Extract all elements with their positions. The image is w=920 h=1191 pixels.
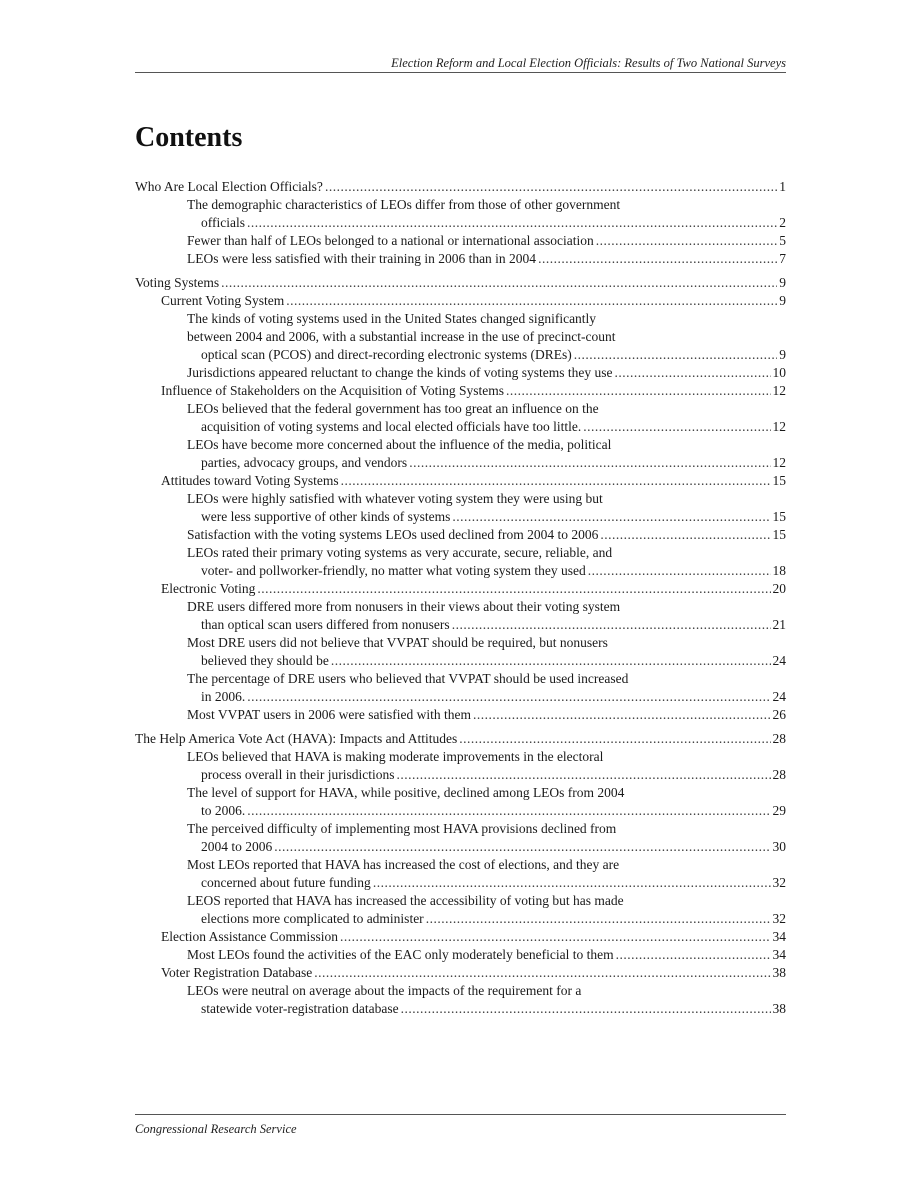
dot-leader: [538, 250, 777, 268]
toc-entry[interactable]: [135, 946, 786, 964]
toc-page-number: 15: [772, 509, 786, 524]
toc-page-number: 26: [772, 707, 786, 722]
dot-leader: [340, 928, 771, 946]
toc-page-number: 12: [772, 455, 786, 470]
page-title: Contents: [135, 122, 243, 153]
toc-entry[interactable]: [135, 526, 786, 544]
toc-entry-text: to 2006.: [201, 803, 246, 818]
dot-leader: [615, 364, 771, 382]
dot-leader: [373, 874, 771, 892]
toc-entry[interactable]: [135, 310, 786, 364]
toc-page-number: 18: [772, 563, 786, 578]
toc-page-number: 21: [772, 617, 786, 632]
toc-entry-text: Most DRE users did not believe that VVPAT should be required, but nonusers: [187, 635, 608, 650]
toc-page-number: 2: [779, 215, 786, 230]
toc-entry-text: Electronic Voting: [161, 581, 256, 596]
toc-entry-text: 2004 to 2006: [201, 839, 273, 854]
toc-entry-text: The Help America Vote Act (HAVA): Impacts and Attitudes: [135, 731, 458, 746]
dot-leader: [473, 706, 771, 724]
toc-entry-text: believed they should be: [201, 653, 329, 668]
toc-page-number: 32: [772, 911, 786, 926]
toc-entry-text: LEOs have become more concerned about the influence of the media, political: [187, 437, 612, 452]
dot-leader: [459, 730, 770, 748]
toc-entry-text: statewide voter-registration database: [201, 1001, 399, 1016]
dot-leader: [286, 292, 777, 310]
dot-leader: [396, 766, 770, 784]
toc-entry[interactable]: [135, 820, 786, 856]
toc-entry-text: in 2006.: [201, 689, 246, 704]
toc-entry[interactable]: [135, 364, 786, 382]
toc-entry-text: concerned about future funding: [201, 875, 371, 890]
toc-page-number: 12: [772, 419, 786, 434]
toc-entry-text: optical scan (PCOS) and direct-recording electronic systems (DREs): [201, 347, 572, 362]
toc-page-number: 29: [772, 803, 786, 818]
toc-page-number: 20: [772, 581, 786, 596]
header-rule: [135, 72, 786, 73]
toc-entry[interactable]: [135, 436, 786, 472]
toc-entry-text: LEOs rated their primary voting systems as very accurate, secure, reliable, and: [187, 545, 613, 560]
toc-page-number: 38: [772, 1001, 786, 1016]
toc-entry-text: LEOS reported that HAVA has increased the accessibility of voting but has made: [187, 893, 624, 908]
footer-rule: [135, 1114, 786, 1115]
dot-leader: [600, 526, 770, 544]
toc-entry[interactable]: [135, 292, 786, 310]
toc-page-number: 9: [779, 293, 786, 308]
toc-entry-text: DRE users differed more from nonusers in their views about their voting system: [187, 599, 621, 614]
toc-entry[interactable]: [135, 232, 786, 250]
toc-page-number: 32: [772, 875, 786, 890]
toc-entry-text: Current Voting System: [161, 293, 285, 308]
toc-entry[interactable]: [135, 784, 786, 820]
toc-page-number: 5: [779, 233, 786, 248]
toc-entry-text: Influence of Stakeholders on the Acquisition of Voting Systems: [161, 383, 504, 398]
dot-leader: [247, 802, 770, 820]
toc-entry-text: were less supportive of other kinds of systems: [201, 509, 451, 524]
toc-entry[interactable]: [135, 706, 786, 724]
toc-page-number: 30: [772, 839, 786, 854]
toc-entry[interactable]: [135, 382, 786, 400]
toc-entry-text: Election Assistance Commission: [161, 929, 338, 944]
toc-entry[interactable]: [135, 892, 786, 928]
toc-page-number: 28: [772, 767, 786, 782]
toc-page-number: 24: [772, 653, 786, 668]
toc-entry-text: LEOs were highly satisfied with whatever voting system they were using but: [187, 491, 603, 506]
toc-page-number: 15: [772, 527, 786, 542]
toc-entry-text: than optical scan users differed from nonusers: [201, 617, 450, 632]
toc-entry-text: Voter Registration Database: [161, 965, 313, 980]
dot-leader: [583, 418, 770, 436]
dot-leader: [247, 688, 770, 706]
dot-leader: [588, 562, 771, 580]
toc-page-number: 34: [772, 947, 786, 962]
toc-entry-text: Jurisdictions appeared reluctant to change the kinds of voting systems they use: [187, 365, 613, 380]
dot-leader: [314, 964, 770, 982]
dot-leader: [616, 946, 771, 964]
dot-leader: [331, 652, 771, 670]
dot-leader: [596, 232, 777, 250]
toc-entry[interactable]: [135, 982, 786, 1018]
toc-entry-text: Most LEOs found the activities of the EAC only moderately beneficial to them: [187, 947, 614, 962]
toc-entry[interactable]: [135, 634, 786, 670]
toc-entry-text: LEOs believed that HAVA is making moderate improvements in the electoral: [187, 749, 604, 764]
toc-entry-text: Most LEOs reported that HAVA has increased the cost of elections, and they are: [187, 857, 620, 872]
toc-entry[interactable]: [135, 544, 786, 580]
toc-entry-text: LEOs believed that the federal government has too great an influence on the: [187, 401, 599, 416]
toc-entry-text: Who Are Local Election Officials?: [135, 179, 323, 194]
toc-entry[interactable]: [135, 670, 786, 706]
toc-entry[interactable]: [135, 730, 786, 748]
toc-entry[interactable]: [135, 748, 786, 784]
toc-entry-text: officials: [201, 215, 245, 230]
running-header: Election Reform and Local Election Officials: Results of Two National Surveys: [391, 56, 786, 70]
dot-leader: [452, 616, 771, 634]
toc-page-number: 24: [772, 689, 786, 704]
toc-entry-text: The perceived difficulty of implementing most HAVA provisions declined from: [187, 821, 617, 836]
toc-entry[interactable]: [135, 178, 786, 196]
dot-leader: [574, 346, 777, 364]
toc-page-number: 1: [779, 179, 786, 194]
toc-entry[interactable]: [135, 964, 786, 982]
toc-entry-text: parties, advocacy groups, and vendors: [201, 455, 408, 470]
toc-entry[interactable]: [135, 490, 786, 526]
dot-leader: [401, 1000, 771, 1018]
dot-leader: [409, 454, 770, 472]
toc-page-number: 15: [772, 473, 786, 488]
toc-entry-text: acquisition of voting systems and local elected officials have too little.: [201, 419, 582, 434]
dot-leader: [506, 382, 771, 400]
toc-entry-text: Satisfaction with the voting systems LEOs used declined from 2004 to 2006: [187, 527, 599, 542]
toc-entry-text: process overall in their jurisdictions: [201, 767, 395, 782]
toc-page-number: 9: [779, 275, 786, 290]
dot-leader: [325, 178, 777, 196]
dot-leader: [221, 274, 777, 292]
toc-entry-text: LEOs were neutral on average about the impacts of the requirement for a: [187, 983, 582, 998]
dot-leader: [341, 472, 771, 490]
dot-leader: [257, 580, 770, 598]
toc-entry-text: Fewer than half of LEOs belonged to a national or international association: [187, 233, 594, 248]
toc-entry-text: voter- and pollworker-friendly, no matter what voting system they used: [201, 563, 586, 578]
toc-entry[interactable]: [135, 196, 786, 232]
toc-entry[interactable]: [135, 472, 786, 490]
toc-entry-text: between 2004 and 2006, with a substantial increase in the use of precinct-count: [187, 329, 616, 344]
toc-page-number: 34: [772, 929, 786, 944]
toc-entry[interactable]: [135, 580, 786, 598]
toc-page-number: 12: [772, 383, 786, 398]
footer-text: Congressional Research Service: [135, 1122, 297, 1136]
toc-entry-text: The demographic characteristics of LEOs differ from those of other government: [187, 197, 621, 212]
toc-entry-text: LEOs were less satisfied with their training in 2006 than in 2004: [187, 251, 537, 266]
toc-entry-text: The level of support for HAVA, while positive, declined among LEOs from 2004: [187, 785, 625, 800]
toc-page-number: 38: [772, 965, 786, 980]
toc-entry[interactable]: [135, 250, 786, 268]
toc-entry-text: elections more complicated to administer: [201, 911, 424, 926]
toc-entry-text: Voting Systems: [135, 275, 220, 290]
dot-leader: [426, 910, 771, 928]
toc-entry[interactable]: [135, 856, 786, 892]
toc-entry-text: Attitudes toward Voting Systems: [161, 473, 339, 488]
toc-entry[interactable]: [135, 598, 786, 634]
toc-entry[interactable]: [135, 274, 786, 292]
dot-leader: [274, 838, 770, 856]
toc-page-number: 7: [779, 251, 786, 266]
toc-entry[interactable]: [135, 400, 786, 436]
dot-leader: [452, 508, 770, 526]
toc-page-number: 9: [779, 347, 786, 362]
toc-entry[interactable]: [135, 928, 786, 946]
toc-entry-text: The kinds of voting systems used in the United States changed significantly: [187, 311, 597, 326]
toc-page-number: 10: [772, 365, 786, 380]
toc-entry-text: Most VVPAT users in 2006 were satisfied with them: [187, 707, 471, 722]
toc-page-number: 28: [772, 731, 786, 746]
toc-entry-text: The percentage of DRE users who believed that VVPAT should be used increased: [187, 671, 629, 686]
dot-leader: [247, 214, 777, 232]
table-of-contents: [135, 178, 786, 1018]
